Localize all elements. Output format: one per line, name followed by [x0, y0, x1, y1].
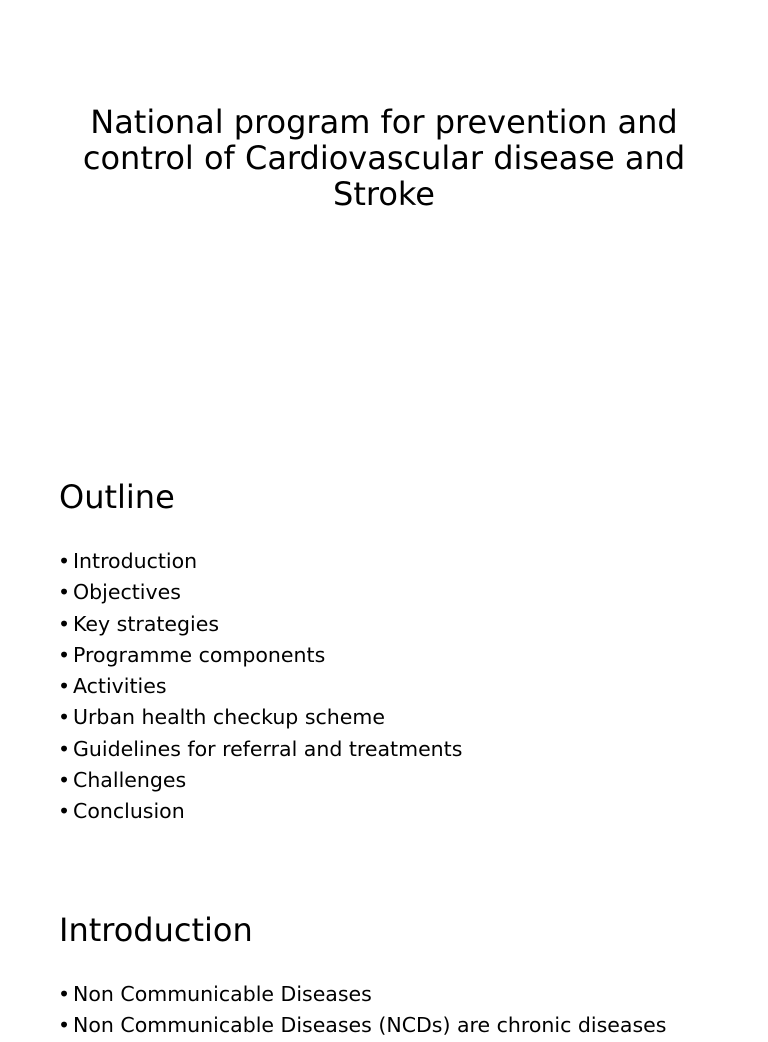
bullet-icon: • — [58, 549, 71, 573]
list-item: • Challenges — [58, 765, 462, 796]
bullet-icon: • — [58, 674, 71, 699]
title-slide — [0, 104, 768, 212]
bullet-icon: • — [58, 736, 71, 761]
bullet-icon: • — [58, 982, 71, 1006]
bullet-icon: • — [58, 705, 71, 730]
bullet-icon: • — [58, 611, 71, 636]
list-item: • Introduction — [58, 546, 462, 577]
bullet-icon: • — [58, 768, 71, 793]
list-item: • Programme components — [58, 640, 462, 671]
bullet-icon: • — [58, 642, 71, 667]
slide-title: National program for prevention and control of Cardiovascular disease and Stroke — [82, 103, 686, 213]
list-item: • Objectives — [58, 577, 462, 608]
list-item: • Non Communicable Diseases — [58, 979, 666, 1010]
list-item: • Key strategies — [58, 609, 462, 640]
list-item: • Activities — [58, 671, 462, 702]
bullet-icon: • — [58, 1013, 71, 1038]
introduction-heading: Introduction — [59, 911, 253, 949]
list-item: • Guidelines for referral and treatments — [58, 734, 462, 765]
introduction-list — [58, 979, 666, 1042]
list-item: • Non Communicable Diseases (NCDs) are chronic diseases — [58, 1010, 666, 1041]
outline-list — [58, 546, 462, 828]
bullet-icon: • — [58, 799, 71, 824]
bullet-icon: • — [58, 580, 71, 605]
list-item: • Urban health checkup scheme — [58, 702, 462, 733]
outline-heading: Outline — [59, 478, 175, 516]
list-item: • Conclusion — [58, 796, 462, 827]
